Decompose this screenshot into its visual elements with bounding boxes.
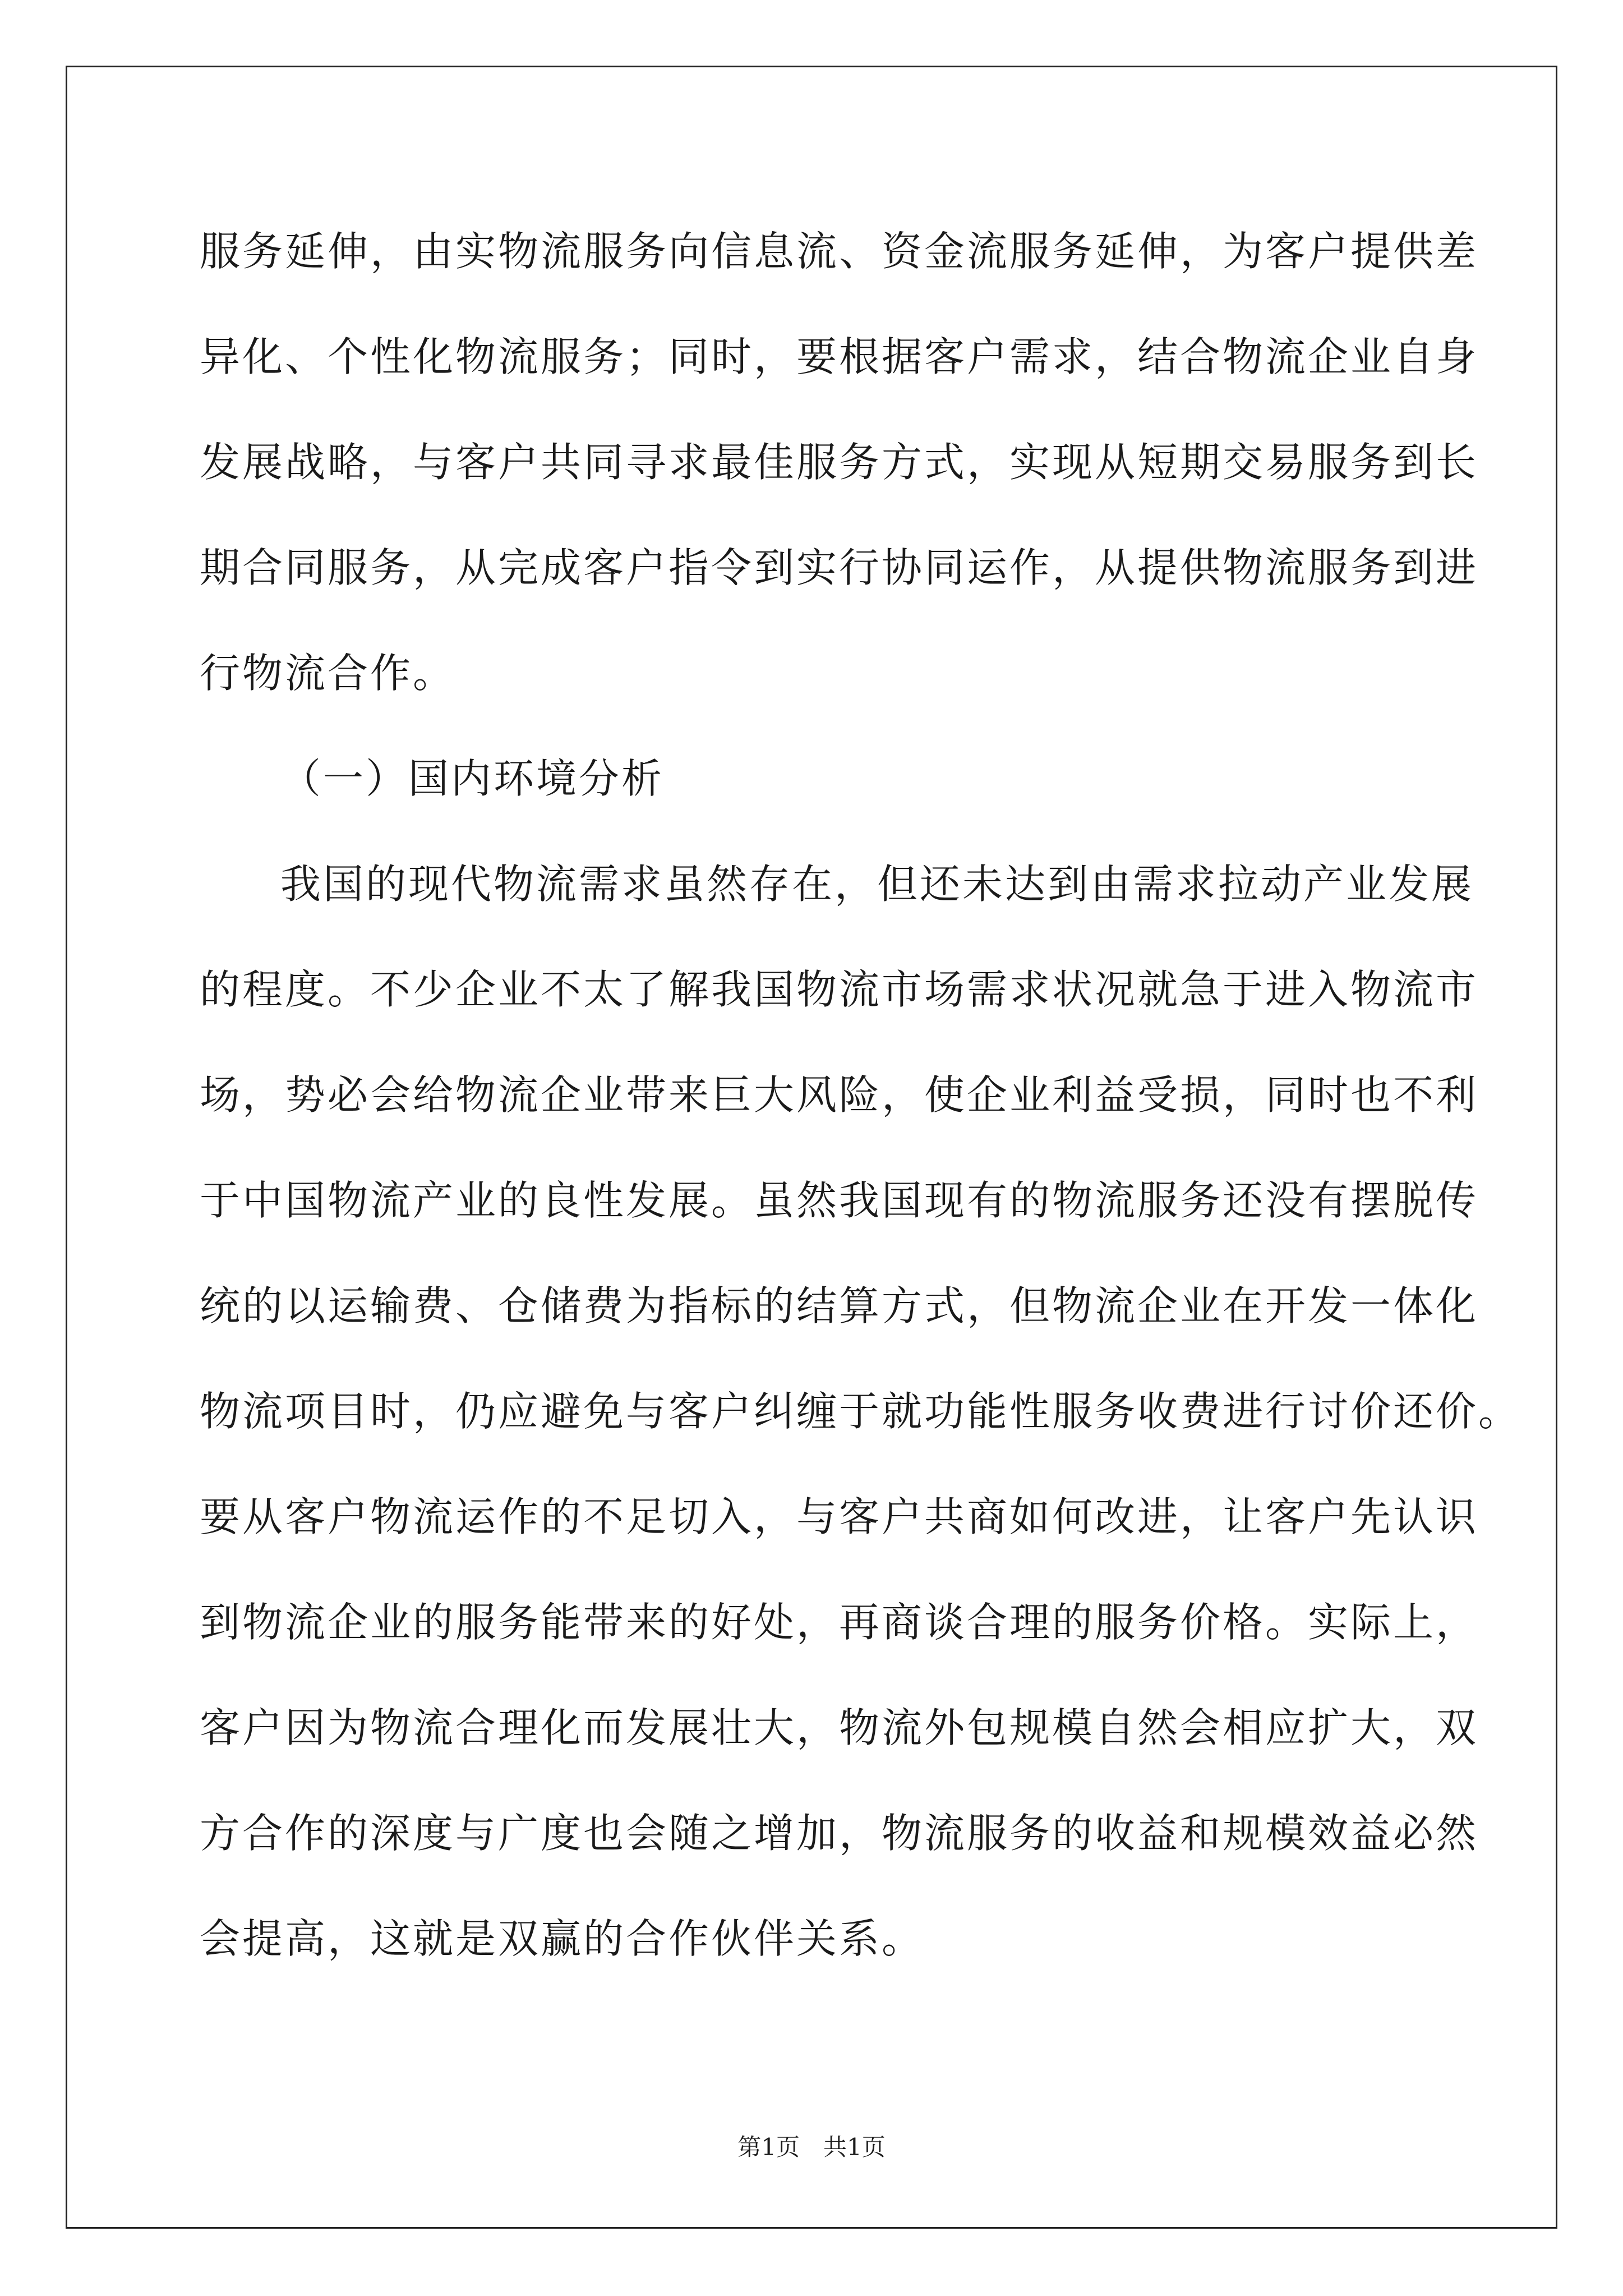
text-line: 客户因为物流合理化而发展壮大，物流外包规模自然会相应扩大，双 <box>200 1704 1479 1751</box>
text-line: 要从客户物流运作的不足切入，与客户共商如何改进，让客户先认识 <box>200 1493 1479 1540</box>
text-line: 物流项目时，仍应避免与客户纠缠于就功能性服务收费进行讨价还价。 <box>200 1388 1521 1435</box>
text-line: 发展战略，与客户共同寻求最佳服务方式，实现从短期交易服务到长 <box>200 439 1479 486</box>
text-line: 服务延伸，由实物流服务向信息流、资金流服务延伸，为客户提供差 <box>200 228 1479 275</box>
text-line: 于中国物流产业的良性发展。虽然我国现有的物流服务还没有摆脱传 <box>200 1177 1479 1224</box>
page-border <box>66 66 1557 2229</box>
text-line: 异化、个性化物流服务；同时，要根据客户需求，结合物流企业自身 <box>200 333 1479 380</box>
text-line: 我国的现代物流需求虽然存在，但还未达到由需求拉动产业发展 <box>280 861 1474 908</box>
text-line: 期合同服务，从完成客户指令到实行协同运作，从提供物流服务到进 <box>200 544 1479 591</box>
text-line: 场，势必会给物流企业带来巨大风险，使企业利益受损，同时也不利 <box>200 1071 1479 1119</box>
section-heading: （一）国内环境分析 <box>280 755 665 802</box>
text-line: 的程度。不少企业不太了解我国物流市场需求状况就急于进入物流市 <box>200 966 1479 1013</box>
text-line: 行物流合作。 <box>200 650 456 697</box>
text-line: 到物流企业的服务能带来的好处，再商谈合理的服务价格。实际上， <box>200 1599 1479 1646</box>
text-line: 会提高，这就是双赢的合作伙伴关系。 <box>200 1915 925 1962</box>
text-line: 方合作的深度与广度也会随之增加，物流服务的收益和规模效益必然 <box>200 1810 1479 1857</box>
text-line: 统的以运输费、仓储费为指标的结算方式，但物流企业在开发一体化 <box>200 1282 1479 1329</box>
page-number: 第1页 共1页 <box>737 2133 886 2161</box>
